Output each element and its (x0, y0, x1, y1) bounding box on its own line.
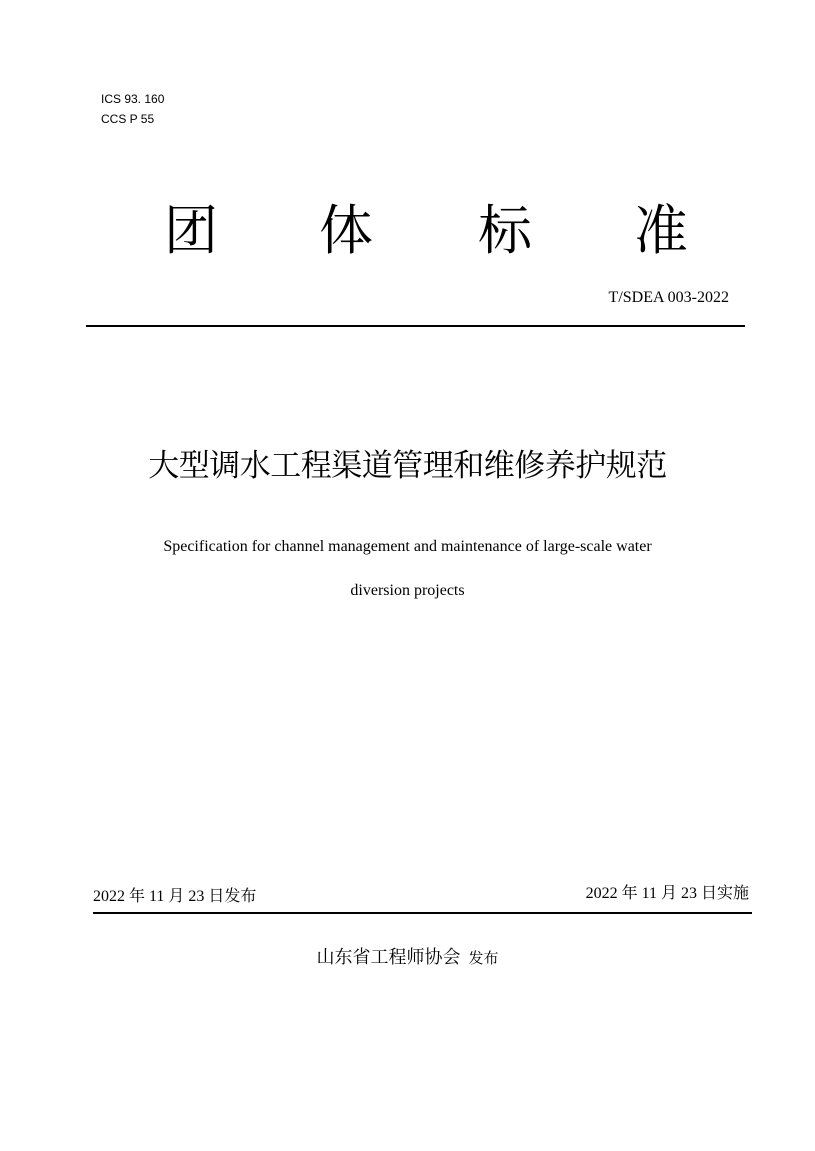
bottom-divider (93, 912, 752, 914)
ics-code: ICS 93. 160 (101, 92, 165, 106)
implementation-date: 2022 年 11 月 23 日实施 (585, 885, 749, 902)
heading-char-2: 体 (319, 199, 373, 262)
standard-type-heading (0, 196, 815, 266)
document-title-zh: 大型调水工程渠道管理和维修养护规范 (148, 448, 667, 484)
standard-number: T/SDEA 003-2022 (608, 289, 729, 306)
document-title-en-line1: Specification for channel management and maintenance of large-scale water (163, 538, 652, 555)
top-divider (86, 325, 745, 327)
publisher-organization: 山东省工程师协会 (316, 947, 461, 968)
publisher-line (0, 943, 815, 969)
document-title-en-line2: diversion projects (350, 582, 465, 599)
heading-char-1: 团 (164, 199, 218, 262)
heading-char-4: 准 (634, 199, 688, 262)
heading-char-3: 标 (478, 199, 532, 262)
classification-codes (101, 89, 164, 129)
ccs-code: CCS P 55 (101, 112, 155, 126)
publisher-action: 发布 (468, 949, 499, 967)
release-date: 2022 年 11 月 23 日发布 (93, 888, 257, 905)
